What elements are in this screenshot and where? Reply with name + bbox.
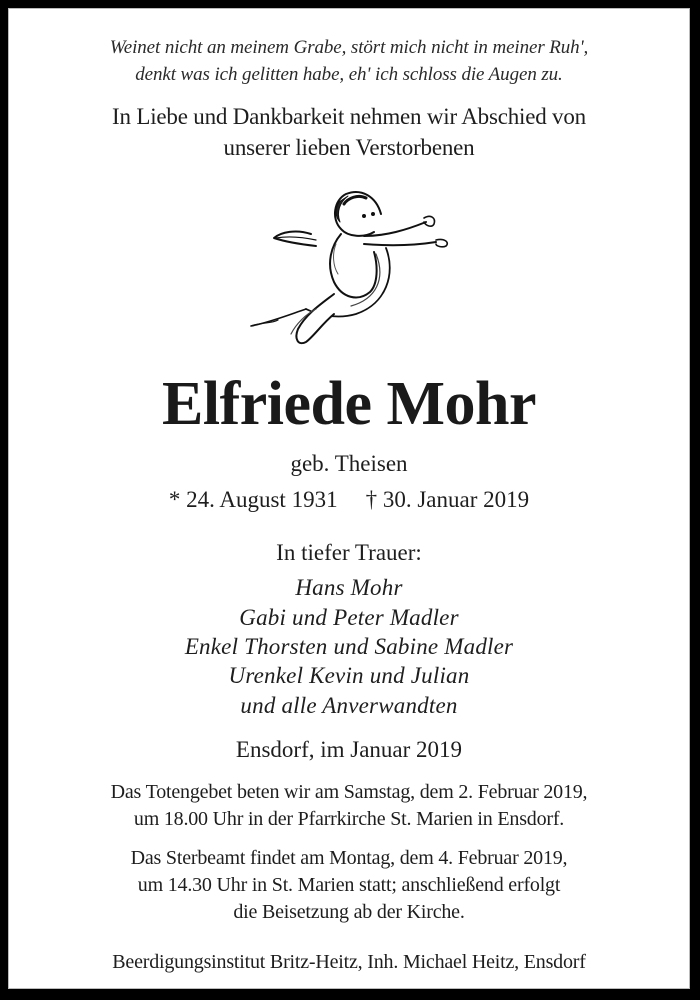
quote-line-2: denkt was ich gelitten habe, eh' ich schloss die Augen zu.: [135, 64, 563, 85]
quote-line-1: Weinet nicht an meinem Grabe, stört mich nicht in meiner Ruh',: [109, 37, 589, 58]
prayer-line-1: Das Totengebet beten wir am Samstag, dem 2. Februar 2019,: [110, 781, 588, 803]
cherub-angel-icon: [236, 174, 466, 374]
maiden-name: geb. Theisen: [290, 451, 408, 476]
mourner-name: Enkel Thorsten und Sabine Madler: [184, 634, 514, 659]
mourner-name: und alle Anverwandten: [240, 693, 458, 718]
requiem-line-1: Das Sterbeamt findet am Montag, dem 4. Februar 2019,: [130, 847, 568, 869]
mourner-name: Gabi und Peter Madler: [239, 605, 459, 630]
place-date: Ensdorf, im Januar 2019: [235, 737, 463, 762]
prayer-line-2: um 18.00 Uhr in der Pfarrkirche St. Marien in Ensdorf.: [133, 808, 565, 830]
obituary-notice: [8, 8, 690, 989]
requiem-line-2: um 14.30 Uhr in St. Marien statt; anschließend erfolgt: [137, 874, 561, 896]
mourning-heading: In tiefer Trauer:: [276, 540, 422, 565]
death-date: † 30. Januar 2019: [365, 487, 530, 512]
birth-date: * 24. August 1931: [168, 487, 338, 512]
mourner-name: Urenkel Kevin und Julian: [228, 663, 470, 688]
funeral-home: Beerdigungsinstitut Britz-Heitz, Inh. Michael Heitz, Ensdorf: [112, 951, 586, 973]
requiem-line-3: die Beisetzung ab der Kirche.: [233, 901, 465, 923]
intro-line-2: unserer lieben Verstorbenen: [223, 135, 475, 160]
mourner-name: Hans Mohr: [295, 575, 403, 600]
life-dates: [9, 487, 689, 513]
deceased-name: Elfriede Mohr: [161, 370, 536, 438]
intro-line-1: In Liebe und Dankbarkeit nehmen wir Abschied von: [112, 104, 586, 129]
